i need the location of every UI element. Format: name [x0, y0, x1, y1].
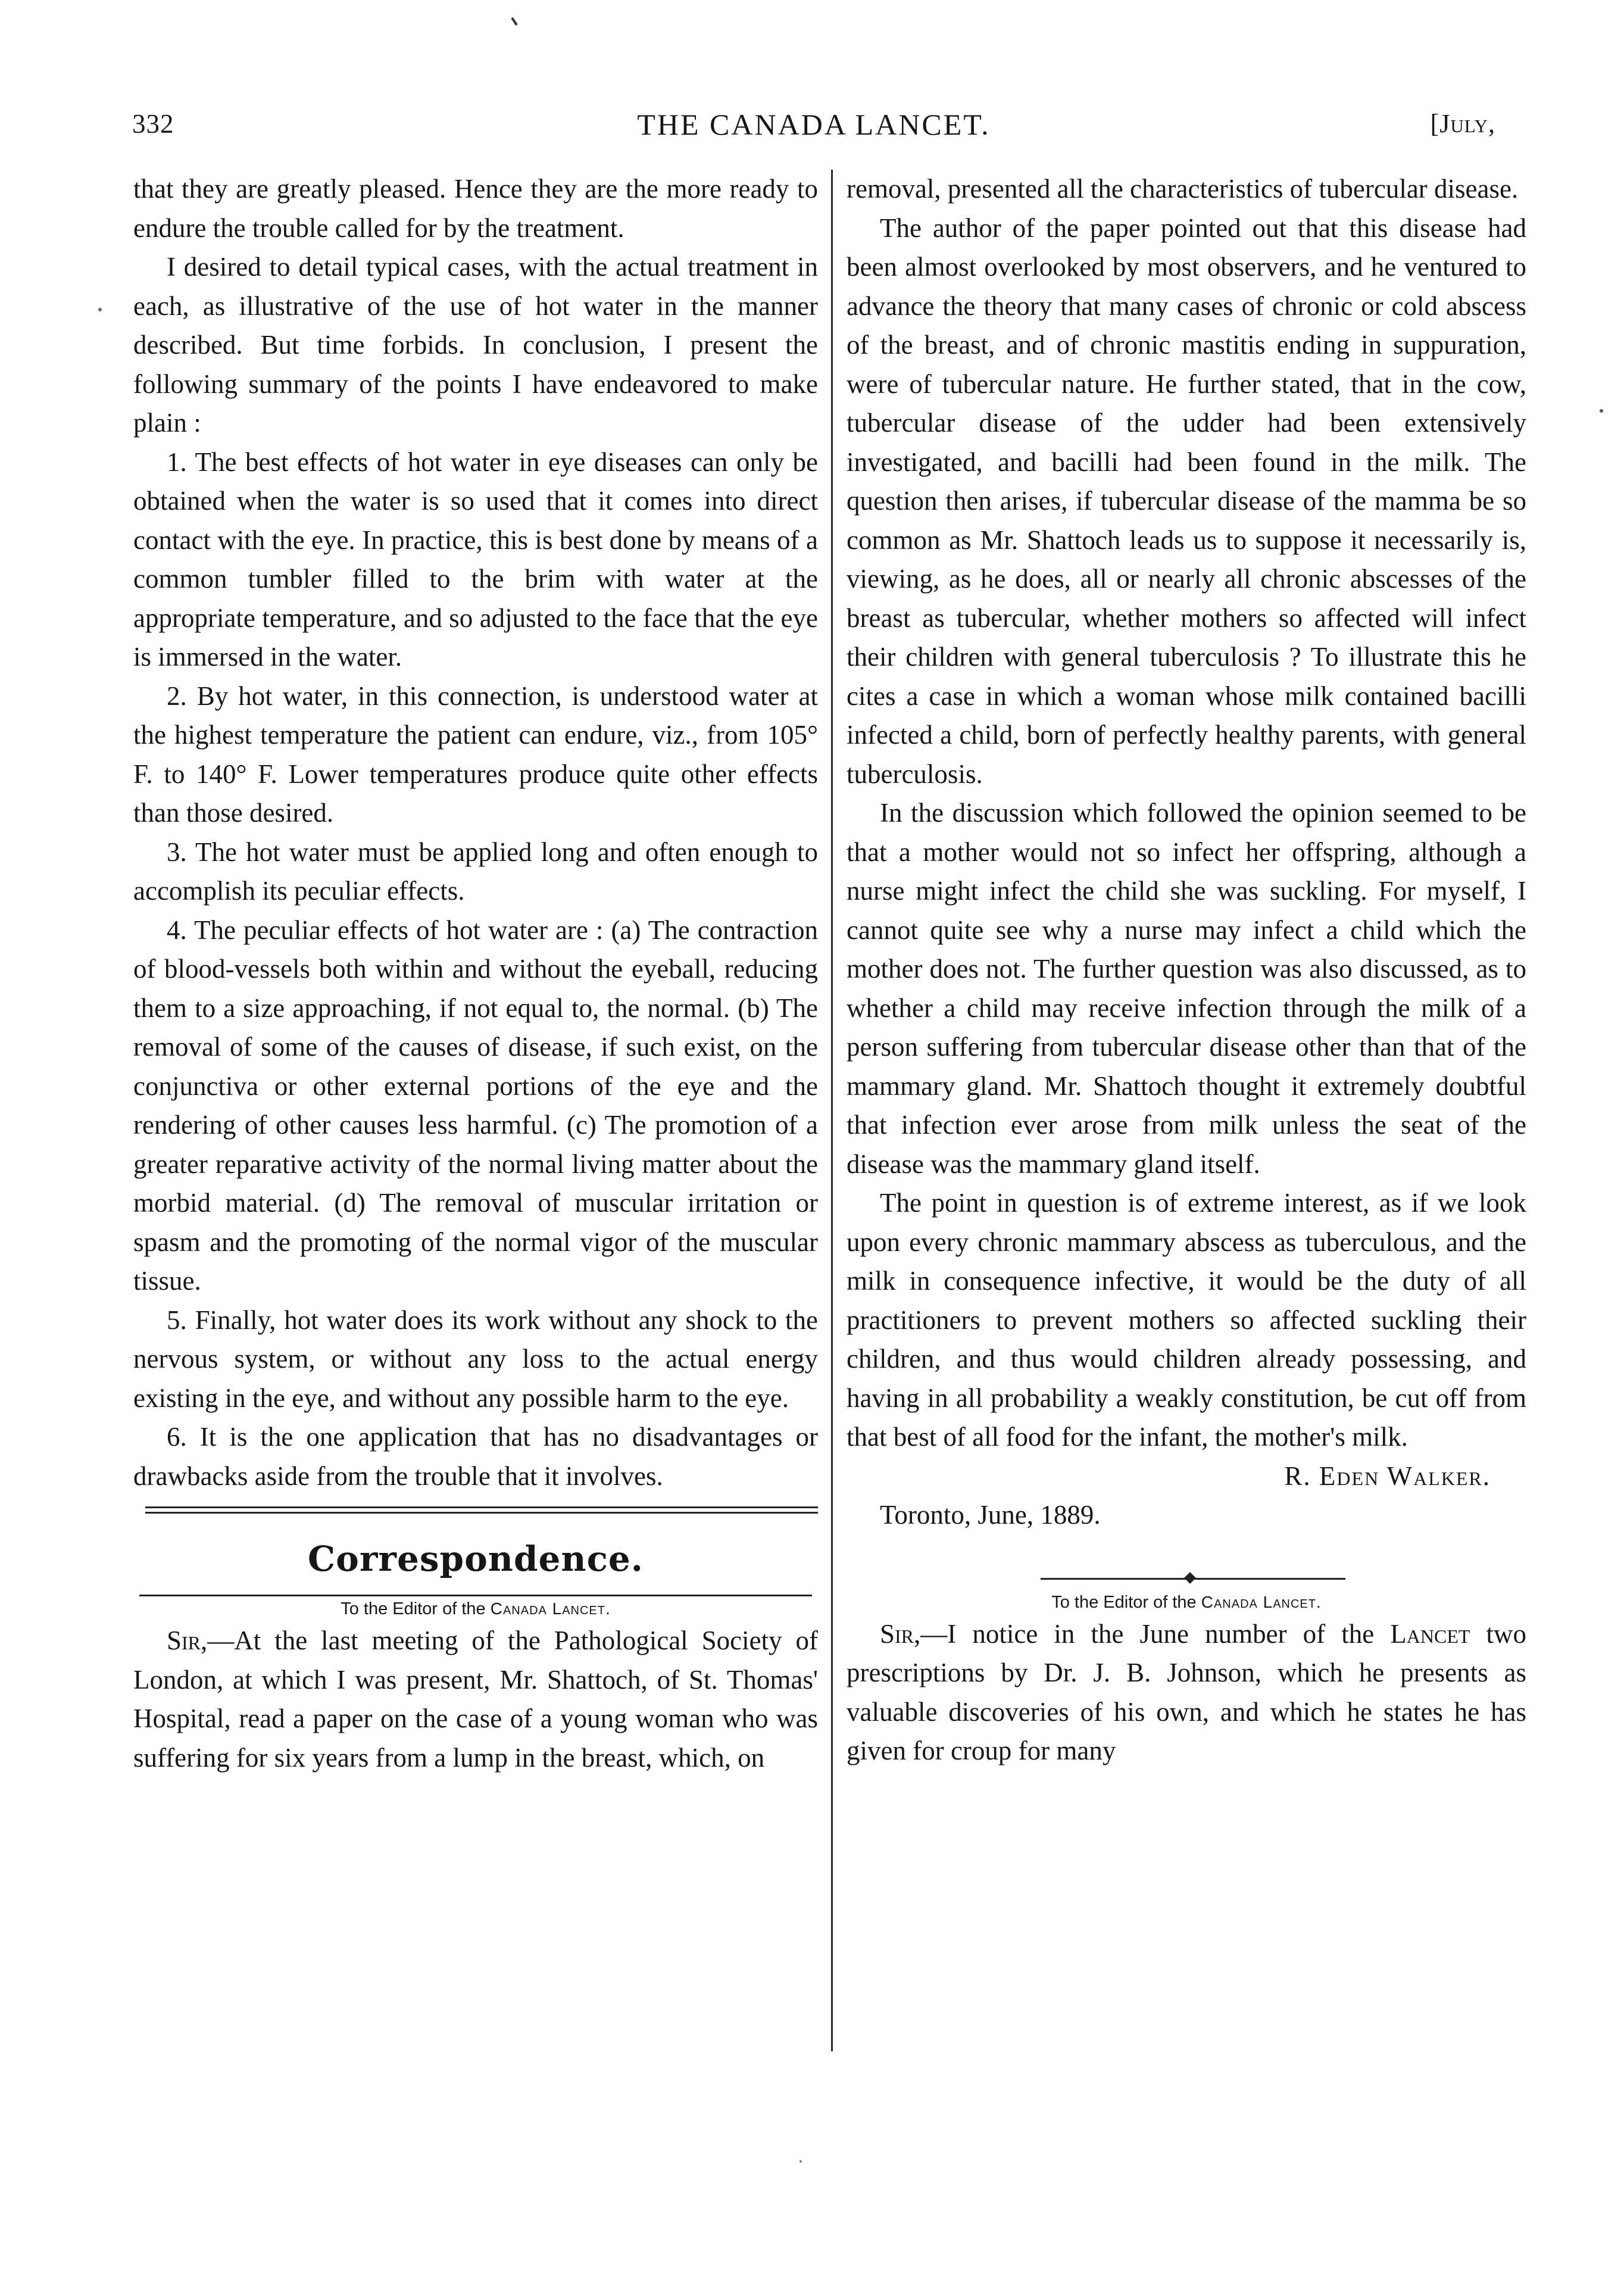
column-divider	[831, 170, 833, 2051]
paragraph: that they are greatly pleased. Hence they are the more ready to endure the trouble called for by the treatment.	[133, 174, 818, 243]
letter-lancet-word: Lancet	[1390, 1618, 1470, 1649]
summary-point-4: 4. The peculiar effects of hot water are : (a) The contraction of blood-vessels both within and without the eyeball, reducing them to a size approaching, if not equal to, the normal. (b) The removal of some of the causes of disease, if such exist, on the conjunctiva or other external portions of the eye and the rendering of other causes less harmful. (c) The promotion of a greater reparative activity of the normal living matter about the morbid material. (d) The removal of muscular irritation or spasm and the promoting of the normal vigor of the muscular tissue.	[133, 915, 818, 1296]
paragraph: I desired to detail typical cases, with the actual treatment in each, as illustrative of the use of hot water in the manner described. But time forbids. In conclusion, I present the following summary of the points I have endeavored to make plain :	[133, 252, 818, 438]
right-column	[847, 170, 1526, 1771]
page-number: 332	[132, 109, 174, 139]
paragraph: In the discussion which followed the opinion seemed to be that a mother would not so infect her offspring, although a nurse might infect the child she was suckling. For myself, I cannot quite see why a nurse may infect a child which the mother does not. The further question was also discussed, as to whether a child may receive infection through the milk of a person suffering from tubercular disease other than that of the mammary gland. Mr. Shattoch thought it extremely doubtful that infection ever arose from milk unless the seat of the disease was the mammary gland itself.	[847, 798, 1526, 1179]
editor-address	[133, 1596, 818, 1621]
letter-text: —I notice in the June number of the	[920, 1618, 1391, 1649]
letter-dateline: Toronto, June, 1889.	[880, 1500, 1101, 1530]
ornament-divider	[1041, 1570, 1345, 1587]
editor-address-prefix: To the Editor of the	[341, 1599, 491, 1618]
editor-address	[847, 1590, 1526, 1615]
paragraph: The point in question is of extreme interest, as if we look upon every chronic mammary abscess as tuberculous, and the milk in consequence infective, it would be the duty of all practitioners to prevent mothers so affected suckling their children, and thus would children already possessing, and having in all probability a weakly constitution, be cut off from that best of all food for the infant, the mother's milk.	[847, 1188, 1526, 1452]
section-heading: Correspondence.	[308, 1539, 644, 1579]
issue-month: [July,	[1430, 109, 1495, 138]
letter-signature	[847, 1457, 1526, 1496]
paragraph: removal, presented all the characteristics of tubercular disease.	[847, 174, 1519, 204]
summary-point-1: 1. The best effects of hot water in eye diseases can only be obtained when the water is so used that it comes into direct contact with the eye. In practice, this is best done by means of a common tumbler filled to the brim with water at the appropriate temperature, and so adjusted to the face that the eye is immersed in the water.	[133, 447, 818, 672]
letter-salutation: Sir,	[880, 1618, 921, 1649]
letter-salutation: Sir,	[167, 1626, 208, 1655]
summary-point-6: 6. It is the one application that has no disadvantages or drawbacks aside from the trouble that it involves.	[133, 1422, 818, 1491]
letter-opening	[133, 1621, 818, 1777]
signature-name: R. Eden Walker.	[1284, 1461, 1491, 1491]
left-column	[133, 170, 818, 1777]
editor-address-prefix: To the Editor of the	[1051, 1592, 1201, 1612]
editor-address-journal: Canada Lancet.	[1201, 1592, 1322, 1611]
diamond-ornament-icon	[1184, 1572, 1196, 1584]
summary-point-3: 3. The hot water must be applied long and often enough to accomplish its peculiar effects.	[133, 837, 818, 906]
running-head	[132, 101, 1495, 149]
journal-title: THE CANADA LANCET.	[637, 108, 991, 141]
letter-opening	[847, 1615, 1526, 1771]
letter-text: —At the last meeting of the Pathological Society of London, at which I was present, Mr. Shattoch, of St. Thomas' Hospital, read a paper on the case of a young woman who was suffering for six years from a lump in the breast, which, on	[133, 1626, 818, 1773]
summary-point-5: 5. Finally, hot water does its work without any shock to the nervous system, or without any loss to the actual energy existing in the eye, and without any possible harm to the eye.	[133, 1305, 818, 1413]
paragraph: The author of the paper pointed out that this disease had been almost overlooked by most observers, and he ventured to advance the theory that many cases of chronic or cold abscess of the breast, and of chronic mastitis ending in suppuration, were of tubercular nature. He further stated, that in the cow, tubercular disease of the udder had been extensively investigated, and bacilli had been found in the milk. The question then arises, if tubercular disease of the mamma be so common as Mr. Shattoch leads us to suppose it necessarily is, viewing, as he does, all or nearly all chronic abscesses of the breast as tubercular, whether mothers so affected will infect their children with general tuberculosis ? To illustrate this he cites a case in which a woman whose milk contained bacilli infected a child, born of perfectly healthy parents, with general tuberculosis.	[847, 213, 1526, 789]
section-divider	[145, 1506, 818, 1514]
letter-text-continued: two prescriptions by Dr. J. B. Johnson, which he presents as valuable discoveries of his own, and which he states he has given for croup for many	[847, 1618, 1527, 1765]
editor-address-journal: Canada Lancet.	[490, 1599, 611, 1618]
summary-point-2: 2. By hot water, in this connection, is understood water at the highest temperature the patient can endure, viz., from 105° F. to 140° F. Lower temperatures produce quite other effects than those desired.	[133, 681, 818, 828]
